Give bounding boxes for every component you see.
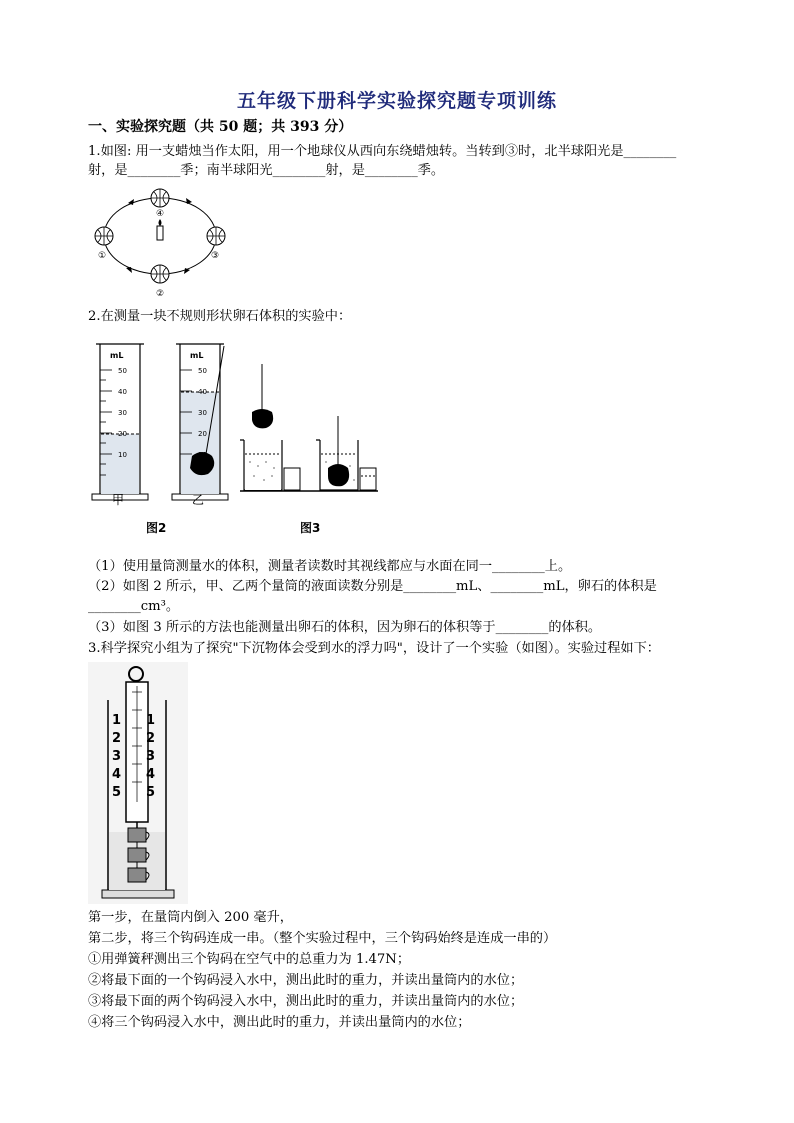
candle-icon — [157, 226, 163, 240]
scale-number-2: 2 — [146, 731, 156, 746]
q3-step1: 第一步，在量筒内倒入 200 毫升， — [88, 910, 293, 925]
q2-sub2-line2: ________cm³。 — [88, 599, 180, 614]
q1-text-line2: 射，是________季；南半球阳光________射，是________季。 — [88, 163, 445, 178]
position-label-2: ② — [156, 289, 165, 299]
scale-number-5: 5 — [112, 785, 122, 800]
scale-number-2: 2 — [112, 731, 122, 746]
q3-spring-scale-figure — [88, 662, 188, 904]
q3-step2: 第二步，将三个钩码连成一串。（整个实验过程中，三个钩码始终是连成一串的） — [88, 931, 557, 946]
q2-sub1: （1）使用量筒测量水的体积，测量者读数时其视线都应与水面在同一________上。 — [88, 559, 572, 574]
scale-number-1: 1 — [146, 713, 156, 728]
pebble-icon — [252, 409, 273, 428]
figure-2-caption: 图2 — [146, 521, 167, 535]
globe-icon — [207, 227, 225, 245]
q2-sub3: （3）如图 3 所示的方法也能测量出卵石的体积，因为卵石的体积等于________的体积。 — [88, 620, 602, 635]
tick-10: 10 — [198, 451, 207, 459]
tick-20: 20 — [198, 430, 207, 438]
label-jia: 甲 — [112, 493, 125, 507]
position-label-1: ① — [98, 251, 107, 261]
water-level-jia — [101, 434, 139, 494]
scale-number-4: 4 — [146, 767, 156, 782]
globe-icon — [95, 227, 113, 245]
tick-30: 30 — [118, 409, 127, 417]
overflow-beaker-1 — [240, 440, 282, 490]
globe-icon — [151, 265, 169, 283]
scale-number-5: 5 — [146, 785, 156, 800]
position-label-4: ④ — [156, 209, 165, 219]
hooked-weight — [128, 868, 149, 882]
q1-text-line1: 1.如图: 用一支蜡烛当作太阳，用一个地球仪从西向东绕蜡烛转。当转到③时，北半球阳光是________ — [88, 144, 677, 159]
globe-icon — [151, 189, 169, 207]
q2-figures — [88, 336, 388, 541]
section-heading: 一、实验探究题（共 50 题；共 393 分） — [88, 119, 353, 135]
small-beaker — [360, 468, 376, 490]
position-label-3: ③ — [211, 251, 220, 261]
q3-item3: ③将最下面的两个钩码浸入水中，测出此时的重力，并读出量筒内的水位； — [88, 994, 524, 1009]
scale-number-3: 3 — [112, 749, 122, 764]
small-beaker — [284, 468, 300, 490]
tick-20: 20 — [118, 430, 127, 438]
scale-number-1: 1 — [112, 713, 122, 728]
cylinder-base — [102, 890, 174, 898]
orbit-arrow — [186, 198, 192, 204]
q3-item4: ④将三个钩码浸入水中，测出此时的重力，并读出量筒内的水位； — [88, 1015, 471, 1030]
tick-10: 10 — [118, 451, 127, 459]
q3-item2: ②将最下面的一个钩码浸入水中，测出此时的重力，并读出量筒内的水位； — [88, 973, 524, 988]
q1-orbit-figure — [88, 186, 238, 301]
pebble-icon — [328, 464, 349, 486]
scale-number-4: 4 — [112, 767, 122, 782]
tick-30: 30 — [198, 409, 207, 417]
hooked-weight — [128, 828, 149, 842]
figure-3-caption: 图3 — [300, 521, 321, 535]
hooked-weight — [128, 848, 149, 862]
q2-intro: 2.在测量一块不规则形状卵石体积的实验中： — [88, 309, 352, 324]
tick-40: 40 — [198, 388, 207, 396]
unit-label: mL — [110, 351, 124, 360]
page-title: 五年级下册科学实验探究题专项训练 — [236, 90, 557, 112]
scale-number-3: 3 — [146, 749, 156, 764]
q2-sub2-line1: （2）如图 2 所示，甲、乙两个量筒的液面读数分别是________mL、________mL，卵石的体积是 — [88, 579, 657, 594]
tick-40: 40 — [118, 388, 127, 396]
q3-item1: ①用弹簧秤测出三个钩码在空气中的总重力为 1.47N； — [88, 952, 411, 967]
flame-icon — [159, 219, 162, 226]
orbit-arrow — [126, 267, 132, 273]
unit-label: mL — [190, 351, 204, 360]
tick-50: 50 — [118, 367, 127, 375]
tick-50: 50 — [198, 367, 207, 375]
label-yi: 乙 — [192, 493, 205, 507]
q3-intro: 3.科学探究小组为了探究"下沉物体会受到水的浮力吗"，设计了一个实验（如图）。实验过程如下： — [88, 641, 660, 656]
